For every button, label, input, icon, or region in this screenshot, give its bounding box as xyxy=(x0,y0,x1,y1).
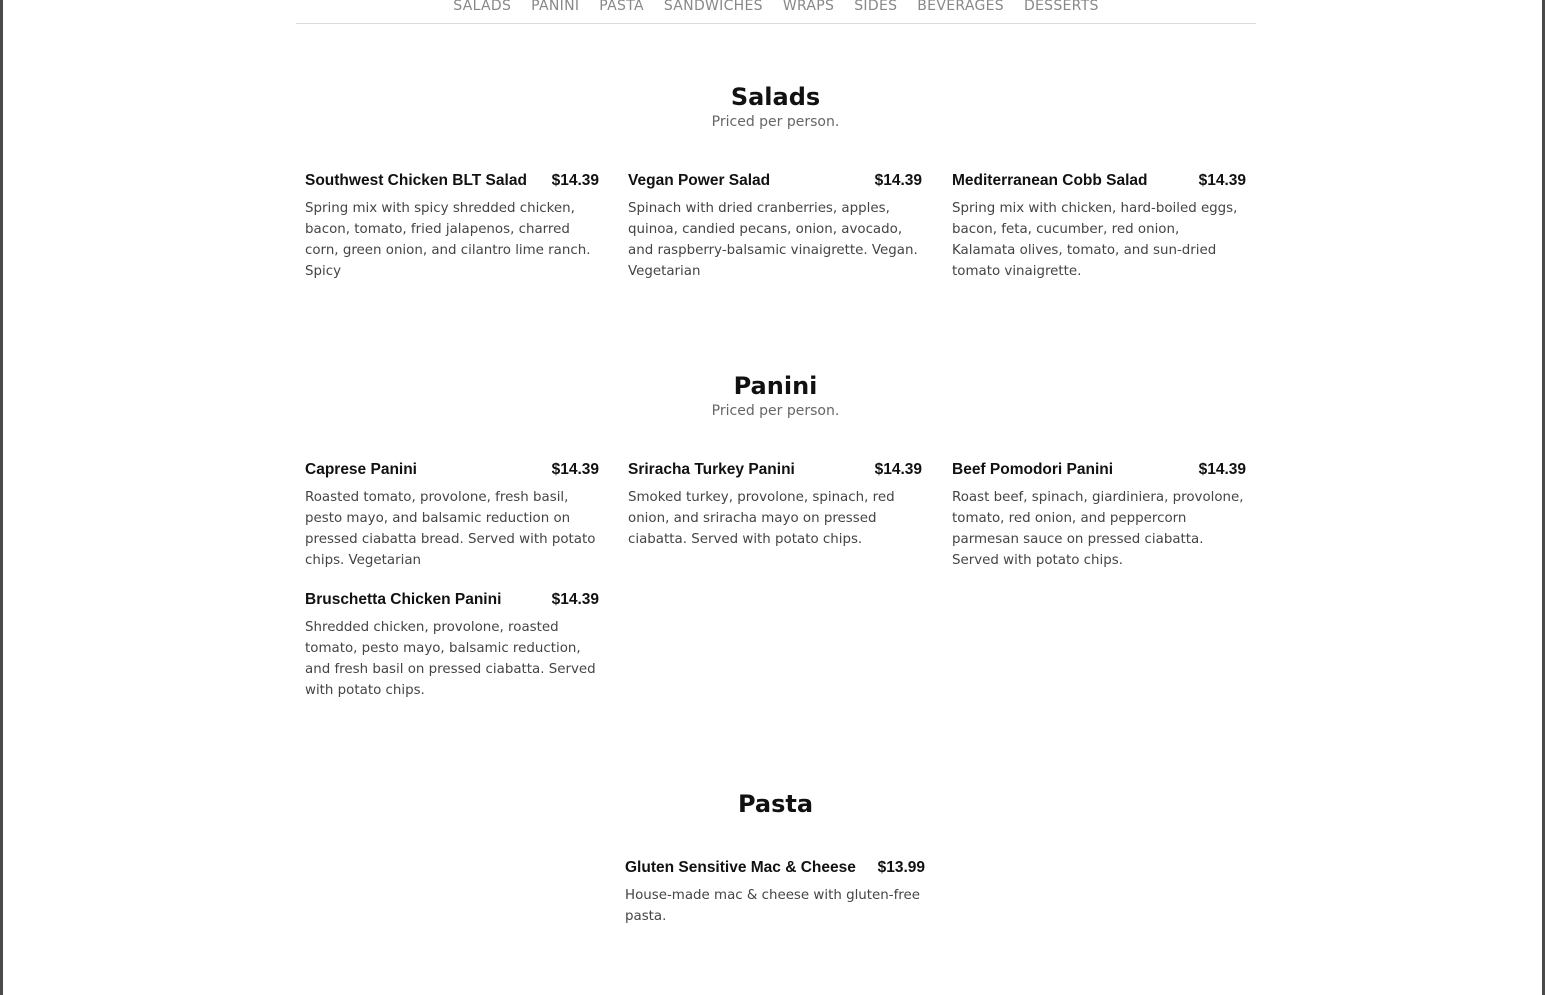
menu-item-price: $14.39 xyxy=(1198,172,1246,189)
menu-item[interactable] xyxy=(305,461,599,571)
nav-item-salads[interactable]: SALADS xyxy=(453,0,512,14)
menu-item-name: Beef Pomodori Panini xyxy=(952,461,1114,478)
menu-item-name: Mediterranean Cobb Salad xyxy=(952,172,1148,189)
section-title-salads: Salads xyxy=(730,83,821,111)
nav-item-panini[interactable]: PANINI xyxy=(531,0,580,14)
menu-item-name: Gluten Sensitive Mac & Cheese xyxy=(625,859,856,876)
menu-item-description: Smoked turkey, provolone, spinach, red onion, and sriracha mayo on pressed ciabatta. Served with potato chips. xyxy=(628,490,895,547)
category-nav xyxy=(296,0,1256,24)
menu-item-price: $14.39 xyxy=(874,461,922,478)
menu-item-description: Spring mix with chicken, hard-boiled eggs, bacon, feta, cucumber, red onion, Kalamata olives, tomato, and sun-dried tomato vinaigrette. xyxy=(952,201,1238,279)
section-title-pasta: Pasta xyxy=(737,790,814,818)
menu-item-name: Caprese Panini xyxy=(305,461,417,478)
menu-item[interactable] xyxy=(305,591,599,701)
section-subtitle-panini: Priced per person. xyxy=(711,403,840,419)
nav-item-wraps[interactable]: WRAPS xyxy=(782,0,835,14)
menu-item-name: Sriracha Turkey Panini xyxy=(628,461,795,478)
menu-item-description: Roasted tomato, provolone, fresh basil, pesto mayo, and balsamic reduction on pressed ciabatta bread. Served with potato chips. Vegetarian xyxy=(305,490,596,568)
menu-item[interactable] xyxy=(952,461,1246,571)
menu-item-price: $13.99 xyxy=(877,859,925,876)
nav-item-sandwiches[interactable]: SANDWICHES xyxy=(663,0,763,14)
menu-item-price: $14.39 xyxy=(551,461,599,478)
section-title-panini: Panini xyxy=(733,372,818,400)
nav-item-pasta[interactable]: PASTA xyxy=(599,0,644,14)
menu-item[interactable] xyxy=(628,461,922,550)
menu-item-name: Bruschetta Chicken Panini xyxy=(305,591,502,608)
menu-item[interactable] xyxy=(952,172,1246,282)
nav-item-beverages[interactable]: BEVERAGES xyxy=(917,0,1004,14)
menu-item-description: Shredded chicken, provolone, roasted tomato, pesto mayo, balsamic reduction, and fresh basil on pressed ciabatta. Served with potato chips. xyxy=(305,620,596,698)
menu-item-description: House-made mac & cheese with gluten-free pasta. xyxy=(625,888,920,924)
menu-item-description: Roast beef, spinach, giardiniera, provolone, tomato, red onion, and peppercorn parmesan sauce on pressed ciabatta. Served with potato chips. xyxy=(952,490,1244,568)
menu-item-description: Spring mix with spicy shredded chicken, bacon, tomato, fried jalapenos, charred corn, green onion, and cilantro lime ranch. Spicy xyxy=(305,201,591,279)
menu-item[interactable] xyxy=(625,859,925,927)
nav-item-desserts[interactable]: DESSERTS xyxy=(1023,0,1099,14)
menu-item-name: Vegan Power Salad xyxy=(628,172,771,189)
menu-item-price: $14.39 xyxy=(1198,461,1246,478)
menu-item-price: $14.39 xyxy=(551,172,599,189)
menu-item-price: $14.39 xyxy=(874,172,922,189)
menu-item[interactable] xyxy=(305,172,599,282)
section-subtitle-salads: Priced per person. xyxy=(711,114,840,130)
menu-item-price: $14.39 xyxy=(551,591,599,608)
nav-item-sides[interactable]: SIDES xyxy=(854,0,898,14)
menu-item-name: Southwest Chicken BLT Salad xyxy=(305,172,527,189)
menu-item[interactable] xyxy=(628,172,922,282)
menu-item-description: Spinach with dried cranberries, apples, quinoa, candied pecans, onion, avocado, and raspberry-balsamic vinaigrette. Vegan. Vegetarian xyxy=(628,201,918,279)
